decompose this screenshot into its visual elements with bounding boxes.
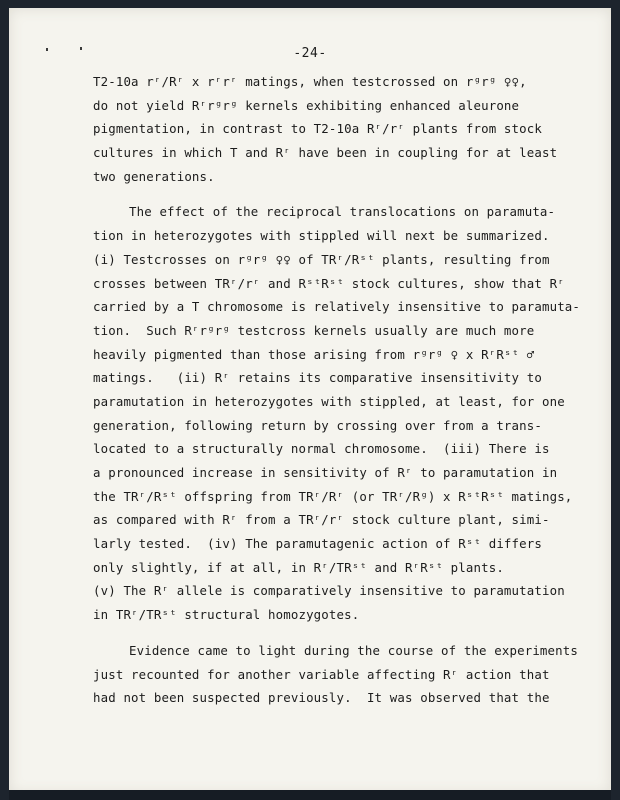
paragraph-gap — [93, 627, 533, 639]
page-number: -24- — [293, 46, 327, 61]
body-text — [93, 70, 581, 710]
text-line: (v) The Rʳ allele is comparatively insensitive to paramutation — [93, 583, 565, 599]
text-line: pigmentation, in contrast to T2-10a Rʳ/rʳ plants from stock — [93, 121, 542, 137]
page-bottom-shadow — [9, 790, 611, 800]
text-line: Evidence came to light during the course of the experiments — [129, 642, 578, 658]
text-line: crosses between TRʳ/rʳ and RˢᵗRˢᵗ stock cultures, show that Rʳ — [93, 275, 565, 291]
text-line: a pronounced increase in sensitivity of Rʳ to paramutation in — [93, 465, 558, 480]
text-line: in TRʳ/TRˢᵗ structural homozygotes. — [93, 607, 360, 623]
text-line: matings. (ii) Rʳ retains its comparative insensitivity to — [93, 370, 542, 386]
text-line: generation, following return by crossing over from a trans- — [93, 417, 542, 433]
text-line: two generations. — [93, 168, 215, 184]
text-line: The effect of the reciprocal translocations on paramuta- — [129, 204, 556, 220]
text-line: (i) Testcrosses on rᵍrᵍ ♀♀ of TRʳ/Rˢᵗ plants, resulting from — [93, 251, 550, 267]
text-line: just recounted for another variable affecting Rʳ action that — [93, 666, 550, 682]
text-line: paramutation in heterozygotes with stippled, at least, for one — [93, 393, 565, 409]
text-line: T2-10a rʳ/Rʳ x rʳrʳ matings, when testcrossed on rᵍrᵍ ♀♀, — [93, 74, 527, 89]
text-line: cultures in which T and Rʳ have been in coupling for at least — [93, 145, 558, 161]
text-line: heavily pigmented than those arising from rᵍrᵍ ♀ x RʳRˢᵗ ♂ — [93, 346, 535, 362]
text-line: carried by a T chromosome is relatively insensitive to paramuta- — [93, 299, 581, 315]
paragraph-gap — [93, 188, 533, 200]
text-line: tion in heterozygotes with stippled will next be summarized. — [93, 228, 550, 244]
text-line: larly tested. (iv) The paramutagenic action of Rˢᵗ differs — [93, 536, 542, 552]
text-line: do not yield Rʳrᵍrᵍ kernels exhibiting enhanced aleurone — [93, 97, 520, 113]
text-line: as compared with Rʳ from a TRʳ/rʳ stock culture plant, simi- — [93, 512, 550, 528]
text-line: located to a structurally normal chromosome. (iii) There is — [93, 441, 550, 457]
text-line: had not been suspected previously. It was observed that the — [93, 690, 550, 706]
text-line: tion. Such Rʳrᵍrᵍ testcross kernels usually are much more — [93, 322, 535, 338]
text-line: the TRʳ/Rˢᵗ offspring from TRʳ/Rʳ (or TRʳ/Rᵍ) x RˢᵗRˢᵗ matings, — [93, 488, 573, 504]
text-line: only slightly, if at all, in Rʳ/TRˢᵗ and RʳRˢᵗ plants. — [93, 559, 504, 575]
